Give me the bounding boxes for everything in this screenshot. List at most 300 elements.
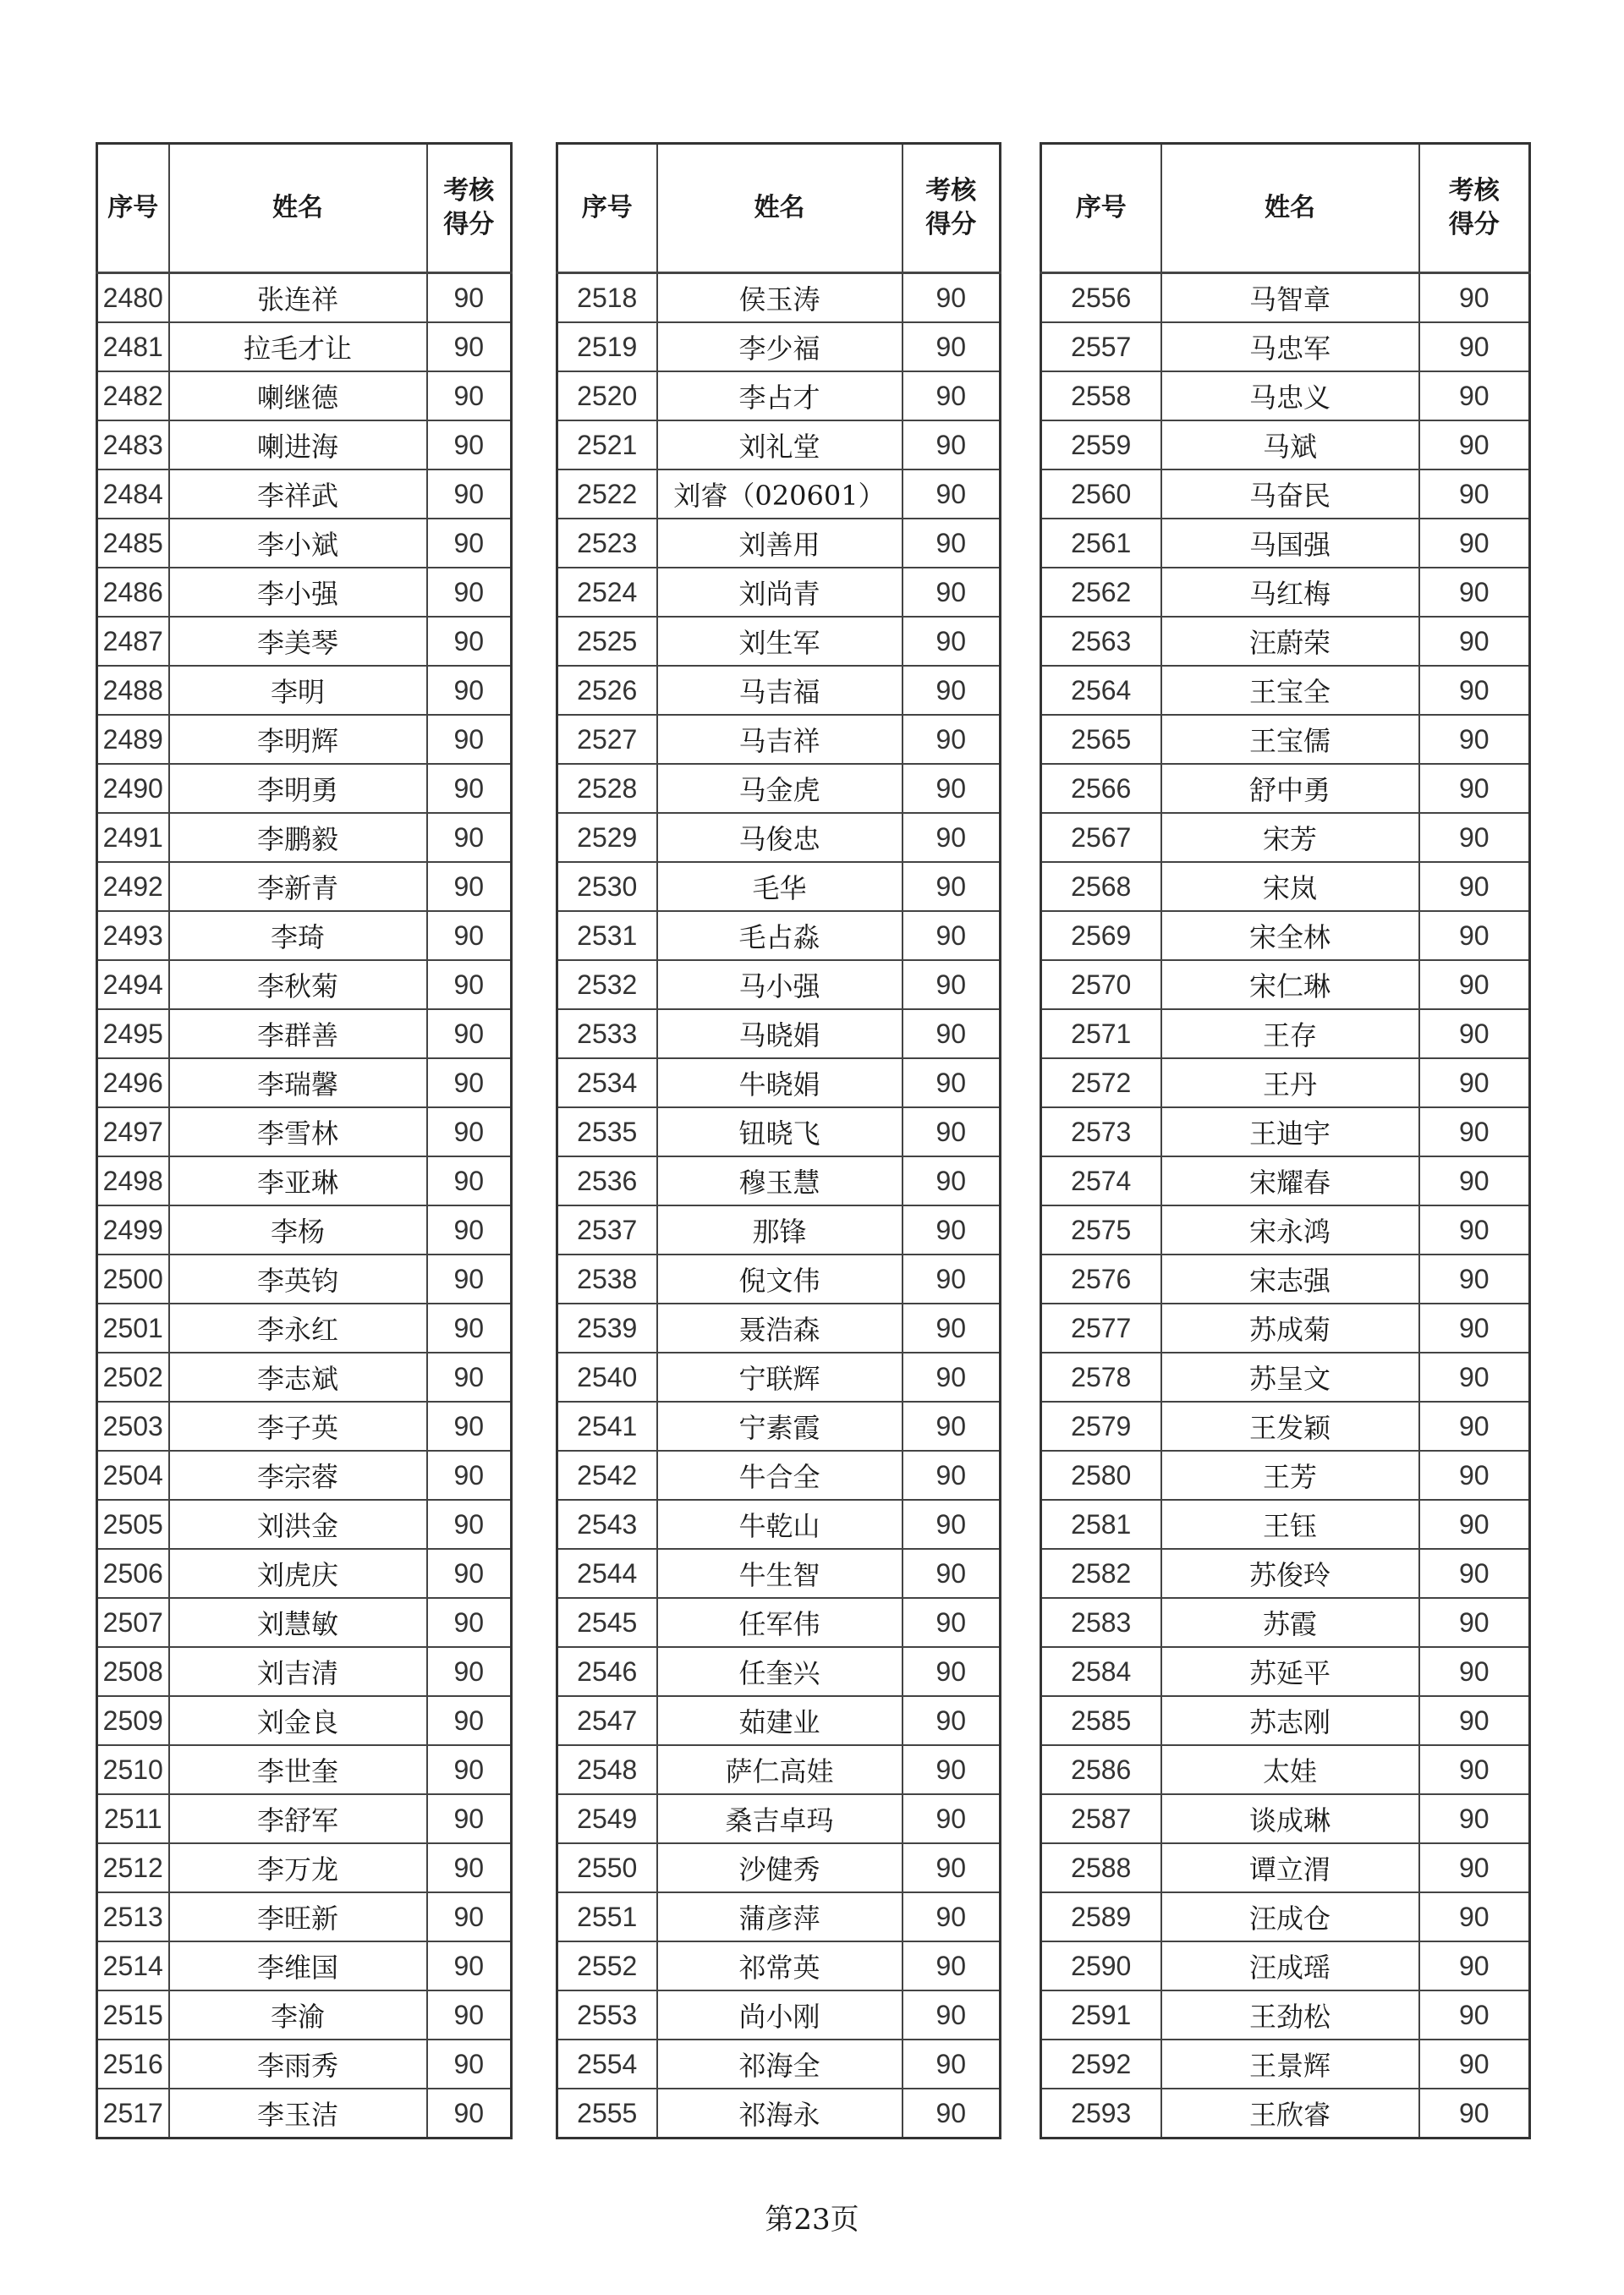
seq-cell: 2502 bbox=[97, 1353, 169, 1402]
name-cell: 李鹏毅 bbox=[169, 813, 427, 862]
name-header: 姓名 bbox=[657, 144, 903, 273]
name-cell: 王丹 bbox=[1161, 1058, 1419, 1107]
name-cell: 李志斌 bbox=[169, 1353, 427, 1402]
name-cell: 马小强 bbox=[657, 960, 903, 1009]
score-cell: 90 bbox=[903, 568, 1001, 617]
table-row bbox=[557, 1598, 1001, 1647]
table-row bbox=[1041, 813, 1530, 862]
seq-cell: 2543 bbox=[557, 1500, 657, 1549]
table-row bbox=[557, 1353, 1001, 1402]
table-row bbox=[1041, 519, 1530, 568]
score-cell: 90 bbox=[903, 911, 1001, 960]
page-number: 第23页 bbox=[765, 2203, 859, 2237]
seq-cell: 2510 bbox=[97, 1745, 169, 1794]
name-cell: 马吉祥 bbox=[657, 715, 903, 764]
table-row bbox=[97, 2089, 512, 2139]
score-cell: 90 bbox=[427, 1058, 512, 1107]
table-row bbox=[1041, 1549, 1530, 1598]
score-cell: 90 bbox=[1419, 1156, 1530, 1205]
table-row bbox=[557, 371, 1001, 420]
score-cell: 90 bbox=[427, 1794, 512, 1843]
table-row bbox=[557, 960, 1001, 1009]
name-cell: 桑吉卓玛 bbox=[657, 1794, 903, 1843]
table-row bbox=[97, 1156, 512, 1205]
score-cell: 90 bbox=[903, 1255, 1001, 1304]
name-cell: 马金虎 bbox=[657, 764, 903, 813]
table-row bbox=[557, 519, 1001, 568]
table-row bbox=[97, 1941, 512, 1990]
seq-cell: 2539 bbox=[557, 1304, 657, 1353]
table-row bbox=[97, 813, 512, 862]
name-cell: 苏成菊 bbox=[1161, 1304, 1419, 1353]
name-cell: 李明辉 bbox=[169, 715, 427, 764]
name-cell: 祁常英 bbox=[657, 1941, 903, 1990]
score-cell: 90 bbox=[903, 813, 1001, 862]
table-row bbox=[1041, 1598, 1530, 1647]
name-cell: 刘睿（020601） bbox=[657, 469, 903, 519]
seq-cell: 2481 bbox=[97, 322, 169, 371]
name-cell: 宋岚 bbox=[1161, 862, 1419, 911]
score-cell: 90 bbox=[1419, 519, 1530, 568]
name-cell: 张连祥 bbox=[169, 273, 427, 323]
table-row bbox=[97, 420, 512, 469]
table-row bbox=[1041, 617, 1530, 666]
table-row bbox=[97, 519, 512, 568]
table-row bbox=[1041, 1402, 1530, 1451]
seq-cell: 2583 bbox=[1041, 1598, 1161, 1647]
seq-cell: 2590 bbox=[1041, 1941, 1161, 1990]
table-header-row bbox=[1041, 144, 1530, 273]
table-row bbox=[557, 1009, 1001, 1058]
table-row bbox=[1041, 1500, 1530, 1549]
seq-cell: 2549 bbox=[557, 1794, 657, 1843]
score-cell: 90 bbox=[1419, 1647, 1530, 1696]
score-cell: 90 bbox=[1419, 1353, 1530, 1402]
table-row bbox=[97, 2040, 512, 2089]
table-row bbox=[1041, 322, 1530, 371]
table-row bbox=[557, 1549, 1001, 1598]
name-cell: 刘虎庆 bbox=[169, 1549, 427, 1598]
name-cell: 祁海全 bbox=[657, 2040, 903, 2089]
seq-cell: 2511 bbox=[97, 1794, 169, 1843]
name-cell: 任军伟 bbox=[657, 1598, 903, 1647]
name-cell: 毛占淼 bbox=[657, 911, 903, 960]
seq-cell: 2584 bbox=[1041, 1647, 1161, 1696]
score-cell: 90 bbox=[1419, 617, 1530, 666]
name-cell: 刘金良 bbox=[169, 1696, 427, 1745]
name-cell: 谈成琳 bbox=[1161, 1794, 1419, 1843]
score-cell: 90 bbox=[427, 2089, 512, 2139]
name-cell: 宁素霞 bbox=[657, 1402, 903, 1451]
name-cell: 李旺新 bbox=[169, 1892, 427, 1941]
score-cell: 90 bbox=[427, 1549, 512, 1598]
name-cell: 沙健秀 bbox=[657, 1843, 903, 1892]
table-row bbox=[557, 617, 1001, 666]
seq-cell: 2528 bbox=[557, 764, 657, 813]
seq-cell: 2518 bbox=[557, 273, 657, 323]
name-cell: 那锋 bbox=[657, 1205, 903, 1255]
table-row bbox=[557, 1794, 1001, 1843]
score-cell: 90 bbox=[1419, 666, 1530, 715]
score-cell: 90 bbox=[903, 1500, 1001, 1549]
table-row bbox=[1041, 1892, 1530, 1941]
name-cell: 马吉福 bbox=[657, 666, 903, 715]
score-cell: 90 bbox=[427, 1745, 512, 1794]
table-row bbox=[1041, 1451, 1530, 1500]
seq-cell: 2483 bbox=[97, 420, 169, 469]
name-cell: 倪文伟 bbox=[657, 1255, 903, 1304]
name-cell: 马忠义 bbox=[1161, 371, 1419, 420]
table-row bbox=[557, 420, 1001, 469]
score-cell: 90 bbox=[427, 1402, 512, 1451]
name-cell: 宋永鸿 bbox=[1161, 1205, 1419, 1255]
score-cell: 90 bbox=[427, 1009, 512, 1058]
name-cell: 苏呈文 bbox=[1161, 1353, 1419, 1402]
name-cell: 马国强 bbox=[1161, 519, 1419, 568]
table-row bbox=[1041, 469, 1530, 519]
score-header bbox=[427, 144, 512, 273]
seq-cell: 2572 bbox=[1041, 1058, 1161, 1107]
name-cell: 苏俊玲 bbox=[1161, 1549, 1419, 1598]
seq-cell: 2493 bbox=[97, 911, 169, 960]
seq-cell: 2570 bbox=[1041, 960, 1161, 1009]
seq-cell: 2529 bbox=[557, 813, 657, 862]
seq-cell: 2545 bbox=[557, 1598, 657, 1647]
seq-cell: 2568 bbox=[1041, 862, 1161, 911]
seq-cell: 2573 bbox=[1041, 1107, 1161, 1156]
score-cell: 90 bbox=[427, 469, 512, 519]
seq-cell: 2523 bbox=[557, 519, 657, 568]
seq-cell: 2527 bbox=[557, 715, 657, 764]
score-cell: 90 bbox=[427, 1647, 512, 1696]
seq-cell: 2579 bbox=[1041, 1402, 1161, 1451]
name-header: 姓名 bbox=[169, 144, 427, 273]
seq-cell: 2593 bbox=[1041, 2089, 1161, 2139]
name-cell: 宋耀春 bbox=[1161, 1156, 1419, 1205]
score-cell: 90 bbox=[903, 617, 1001, 666]
table-row bbox=[1041, 1156, 1530, 1205]
score-cell: 90 bbox=[1419, 1058, 1530, 1107]
score-cell: 90 bbox=[427, 1304, 512, 1353]
name-cell: 宋志强 bbox=[1161, 1255, 1419, 1304]
name-cell: 王钰 bbox=[1161, 1500, 1419, 1549]
seq-cell: 2561 bbox=[1041, 519, 1161, 568]
name-cell: 李永红 bbox=[169, 1304, 427, 1353]
score-cell: 90 bbox=[427, 1598, 512, 1647]
table-row bbox=[557, 1205, 1001, 1255]
score-cell: 90 bbox=[427, 1451, 512, 1500]
seq-cell: 2591 bbox=[1041, 1990, 1161, 2040]
name-cell: 李小斌 bbox=[169, 519, 427, 568]
score-cell: 90 bbox=[427, 1353, 512, 1402]
seq-cell: 2500 bbox=[97, 1255, 169, 1304]
name-cell: 马智章 bbox=[1161, 273, 1419, 323]
seq-cell: 2519 bbox=[557, 322, 657, 371]
name-cell: 李雨秀 bbox=[169, 2040, 427, 2089]
seq-cell: 2535 bbox=[557, 1107, 657, 1156]
score-cell: 90 bbox=[903, 1058, 1001, 1107]
seq-cell: 2522 bbox=[557, 469, 657, 519]
table-row bbox=[1041, 2089, 1530, 2139]
score-cell: 90 bbox=[1419, 1205, 1530, 1255]
table-row bbox=[1041, 1205, 1530, 1255]
name-cell: 李亚琳 bbox=[169, 1156, 427, 1205]
seq-cell: 2490 bbox=[97, 764, 169, 813]
score-cell: 90 bbox=[427, 420, 512, 469]
table-row bbox=[557, 1843, 1001, 1892]
table-row bbox=[557, 764, 1001, 813]
name-cell: 王芳 bbox=[1161, 1451, 1419, 1500]
seq-cell: 2571 bbox=[1041, 1009, 1161, 1058]
table-row bbox=[97, 911, 512, 960]
seq-cell: 2580 bbox=[1041, 1451, 1161, 1500]
score-cell: 90 bbox=[427, 666, 512, 715]
seq-cell: 2564 bbox=[1041, 666, 1161, 715]
seq-cell: 2546 bbox=[557, 1647, 657, 1696]
seq-cell: 2513 bbox=[97, 1892, 169, 1941]
name-header: 姓名 bbox=[1161, 144, 1419, 273]
seq-cell: 2520 bbox=[557, 371, 657, 420]
name-cell: 李小强 bbox=[169, 568, 427, 617]
seq-cell: 2565 bbox=[1041, 715, 1161, 764]
table-row bbox=[97, 469, 512, 519]
seq-cell: 2488 bbox=[97, 666, 169, 715]
name-cell: 刘善用 bbox=[657, 519, 903, 568]
table-row bbox=[1041, 1696, 1530, 1745]
seq-cell: 2499 bbox=[97, 1205, 169, 1255]
score-cell: 90 bbox=[903, 862, 1001, 911]
name-cell: 喇进海 bbox=[169, 420, 427, 469]
table-row bbox=[557, 568, 1001, 617]
score-cell: 90 bbox=[1419, 1941, 1530, 1990]
name-cell: 李世奎 bbox=[169, 1745, 427, 1794]
table-row bbox=[1041, 1941, 1530, 1990]
name-cell: 王欣睿 bbox=[1161, 2089, 1419, 2139]
score-cell: 90 bbox=[1419, 960, 1530, 1009]
seq-cell: 2530 bbox=[557, 862, 657, 911]
seq-cell: 2496 bbox=[97, 1058, 169, 1107]
seq-cell: 2592 bbox=[1041, 2040, 1161, 2089]
score-cell: 90 bbox=[1419, 1255, 1530, 1304]
seq-cell: 2503 bbox=[97, 1402, 169, 1451]
score-cell: 90 bbox=[903, 273, 1001, 323]
table-row bbox=[1041, 960, 1530, 1009]
seq-cell: 2525 bbox=[557, 617, 657, 666]
seq-cell: 2494 bbox=[97, 960, 169, 1009]
name-cell: 李明 bbox=[169, 666, 427, 715]
score-header-line2: 得分 bbox=[925, 210, 977, 239]
table-row bbox=[1041, 911, 1530, 960]
score-cell: 90 bbox=[903, 1156, 1001, 1205]
seq-cell: 2553 bbox=[557, 1990, 657, 2040]
name-cell: 宋仁琳 bbox=[1161, 960, 1419, 1009]
name-cell: 太娃 bbox=[1161, 1745, 1419, 1794]
score-cell: 90 bbox=[903, 1549, 1001, 1598]
score-cell: 90 bbox=[903, 1990, 1001, 2040]
score-cell: 90 bbox=[427, 960, 512, 1009]
score-cell: 90 bbox=[1419, 1107, 1530, 1156]
name-cell: 穆玉慧 bbox=[657, 1156, 903, 1205]
score-cell: 90 bbox=[903, 1353, 1001, 1402]
score-cell: 90 bbox=[427, 1941, 512, 1990]
name-cell: 王存 bbox=[1161, 1009, 1419, 1058]
seq-cell: 2575 bbox=[1041, 1205, 1161, 1255]
seq-header: 序号 bbox=[1041, 144, 1161, 273]
table-row bbox=[1041, 715, 1530, 764]
name-cell: 李万龙 bbox=[169, 1843, 427, 1892]
seq-cell: 2574 bbox=[1041, 1156, 1161, 1205]
name-cell: 李琦 bbox=[169, 911, 427, 960]
seq-cell: 2508 bbox=[97, 1647, 169, 1696]
score-cell: 90 bbox=[903, 371, 1001, 420]
seq-cell: 2509 bbox=[97, 1696, 169, 1745]
score-cell: 90 bbox=[427, 1156, 512, 1205]
score-header-line1: 考核 bbox=[443, 176, 495, 206]
seq-cell: 2491 bbox=[97, 813, 169, 862]
score-header-line2: 得分 bbox=[443, 210, 495, 239]
table-row bbox=[97, 1549, 512, 1598]
score-cell: 90 bbox=[903, 1304, 1001, 1353]
name-cell: 汪蔚荣 bbox=[1161, 617, 1419, 666]
seq-cell: 2585 bbox=[1041, 1696, 1161, 1745]
name-cell: 王宝全 bbox=[1161, 666, 1419, 715]
table-row bbox=[557, 911, 1001, 960]
seq-cell: 2558 bbox=[1041, 371, 1161, 420]
name-cell: 马俊忠 bbox=[657, 813, 903, 862]
table-row bbox=[97, 1107, 512, 1156]
table-row bbox=[557, 1647, 1001, 1696]
score-cell: 90 bbox=[903, 1843, 1001, 1892]
name-cell: 祁海永 bbox=[657, 2089, 903, 2139]
name-cell: 李美琴 bbox=[169, 617, 427, 666]
name-cell: 刘尚青 bbox=[657, 568, 903, 617]
score-cell: 90 bbox=[1419, 273, 1530, 323]
seq-cell: 2504 bbox=[97, 1451, 169, 1500]
seq-cell: 2495 bbox=[97, 1009, 169, 1058]
name-cell: 萨仁高娃 bbox=[657, 1745, 903, 1794]
score-cell: 90 bbox=[903, 420, 1001, 469]
score-cell: 90 bbox=[427, 1843, 512, 1892]
score-cell: 90 bbox=[903, 1009, 1001, 1058]
score-cell: 90 bbox=[903, 1892, 1001, 1941]
table-row bbox=[97, 617, 512, 666]
seq-cell: 2567 bbox=[1041, 813, 1161, 862]
table-row bbox=[557, 469, 1001, 519]
seq-cell: 2521 bbox=[557, 420, 657, 469]
table-row bbox=[557, 1745, 1001, 1794]
seq-cell: 2497 bbox=[97, 1107, 169, 1156]
table-row bbox=[1041, 273, 1530, 323]
name-cell: 李英钧 bbox=[169, 1255, 427, 1304]
seq-cell: 2482 bbox=[97, 371, 169, 420]
score-cell: 90 bbox=[427, 273, 512, 323]
score-cell: 90 bbox=[903, 666, 1001, 715]
score-cell: 90 bbox=[1419, 1990, 1530, 2040]
seq-cell: 2507 bbox=[97, 1598, 169, 1647]
table-row bbox=[97, 1843, 512, 1892]
table-row bbox=[1041, 1304, 1530, 1353]
score-header-line1: 考核 bbox=[1448, 176, 1500, 206]
name-cell: 马忠军 bbox=[1161, 322, 1419, 371]
seq-cell: 2524 bbox=[557, 568, 657, 617]
table-row bbox=[557, 1451, 1001, 1500]
seq-cell: 2576 bbox=[1041, 1255, 1161, 1304]
name-cell: 茹建业 bbox=[657, 1696, 903, 1745]
seq-cell: 2559 bbox=[1041, 420, 1161, 469]
name-cell: 李群善 bbox=[169, 1009, 427, 1058]
name-cell: 王迪宇 bbox=[1161, 1107, 1419, 1156]
seq-cell: 2485 bbox=[97, 519, 169, 568]
name-cell: 马斌 bbox=[1161, 420, 1419, 469]
seq-cell: 2560 bbox=[1041, 469, 1161, 519]
name-cell: 马晓娟 bbox=[657, 1009, 903, 1058]
seq-cell: 2480 bbox=[97, 273, 169, 323]
name-cell: 牛合全 bbox=[657, 1451, 903, 1500]
table-row bbox=[557, 2040, 1001, 2089]
name-cell: 王劲松 bbox=[1161, 1990, 1419, 2040]
table-row bbox=[97, 1990, 512, 2040]
score-cell: 90 bbox=[903, 1598, 1001, 1647]
score-cell: 90 bbox=[1419, 1843, 1530, 1892]
table-row bbox=[97, 371, 512, 420]
seq-cell: 2550 bbox=[557, 1843, 657, 1892]
score-cell: 90 bbox=[1419, 862, 1530, 911]
name-cell: 苏霞 bbox=[1161, 1598, 1419, 1647]
table-row bbox=[1041, 1255, 1530, 1304]
table-row bbox=[557, 666, 1001, 715]
table-row bbox=[97, 764, 512, 813]
seq-cell: 2586 bbox=[1041, 1745, 1161, 1794]
seq-cell: 2501 bbox=[97, 1304, 169, 1353]
name-cell: 牛晓娟 bbox=[657, 1058, 903, 1107]
seq-cell: 2538 bbox=[557, 1255, 657, 1304]
table-row bbox=[1041, 1990, 1530, 2040]
score-cell: 90 bbox=[903, 2040, 1001, 2089]
seq-cell: 2562 bbox=[1041, 568, 1161, 617]
table-row bbox=[1041, 1009, 1530, 1058]
table-row bbox=[1041, 1107, 1530, 1156]
table-row bbox=[557, 813, 1001, 862]
table-row bbox=[1041, 1794, 1530, 1843]
seq-cell: 2487 bbox=[97, 617, 169, 666]
score-cell: 90 bbox=[903, 1647, 1001, 1696]
roster-table-3 bbox=[1040, 142, 1531, 2139]
seq-cell: 2486 bbox=[97, 568, 169, 617]
table-row bbox=[97, 1451, 512, 1500]
table-row bbox=[1041, 420, 1530, 469]
score-cell: 90 bbox=[903, 1451, 1001, 1500]
name-cell: 李宗蓉 bbox=[169, 1451, 427, 1500]
table-row bbox=[557, 1696, 1001, 1745]
table-header-row bbox=[557, 144, 1001, 273]
name-cell: 李玉洁 bbox=[169, 2089, 427, 2139]
score-cell: 90 bbox=[1419, 1892, 1530, 1941]
table-header-row bbox=[97, 144, 512, 273]
score-cell: 90 bbox=[1419, 813, 1530, 862]
table-row bbox=[97, 1647, 512, 1696]
score-cell: 90 bbox=[1419, 1696, 1530, 1745]
score-cell: 90 bbox=[903, 1941, 1001, 1990]
score-cell: 90 bbox=[1419, 1402, 1530, 1451]
seq-cell: 2548 bbox=[557, 1745, 657, 1794]
table-row bbox=[1041, 862, 1530, 911]
table-row bbox=[97, 1353, 512, 1402]
score-cell: 90 bbox=[1419, 911, 1530, 960]
table-row bbox=[1041, 666, 1530, 715]
table-row bbox=[97, 1892, 512, 1941]
seq-cell: 2569 bbox=[1041, 911, 1161, 960]
seq-cell: 2526 bbox=[557, 666, 657, 715]
